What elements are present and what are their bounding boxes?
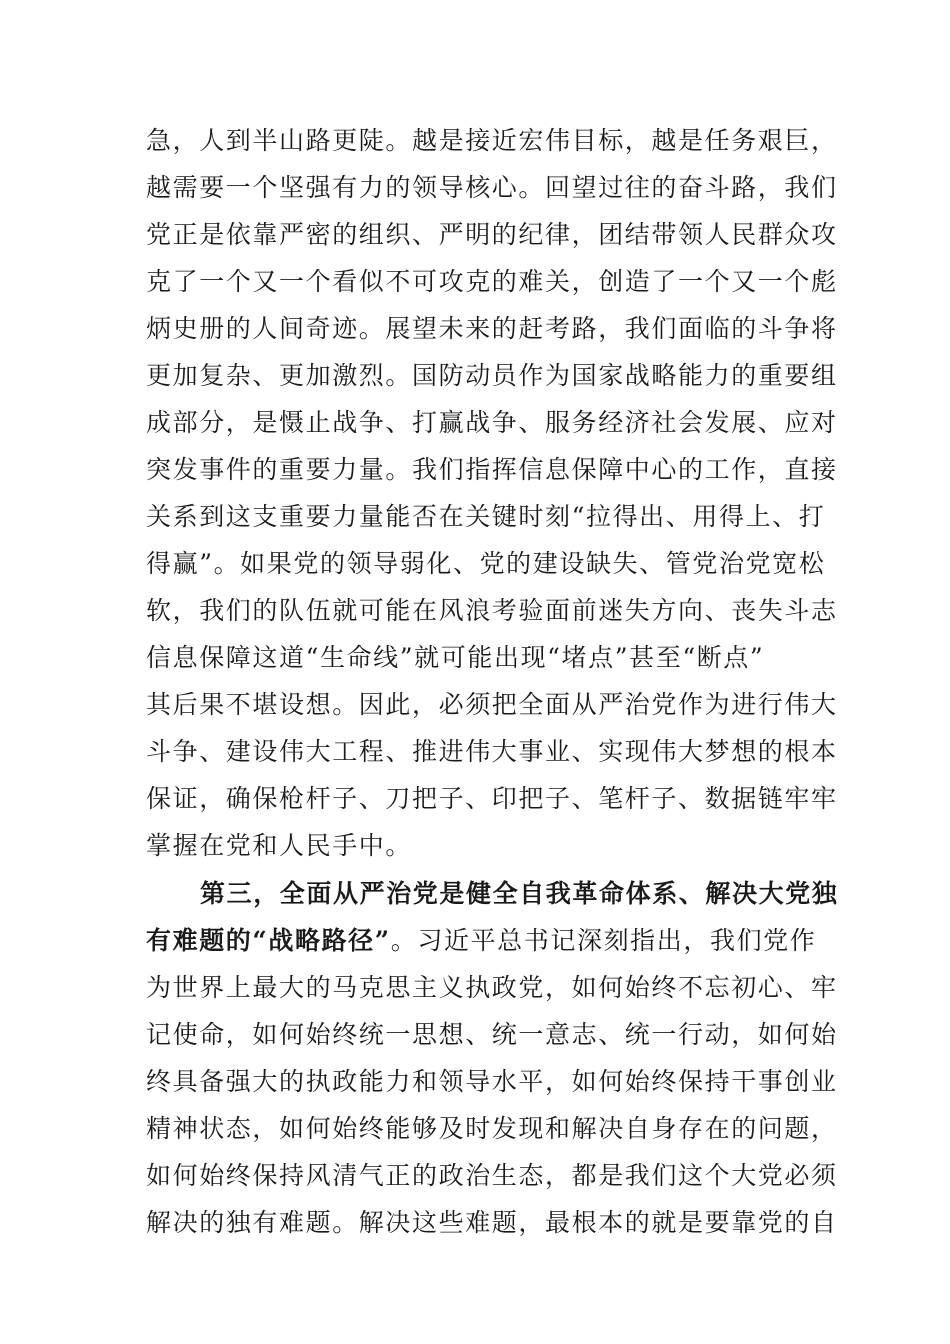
- text-line: 关系到这支重要力量能否在关键时刻“拉得出、用得上、打: [146, 502, 826, 531]
- text-line: 越需要一个坚强有力的领导核心。回望过往的奋斗路，我们: [146, 173, 838, 202]
- text-line: 终具备强大的执政能力和领导水平，如何始终保持干事创业: [146, 1067, 838, 1096]
- text-line: 炳史册的人间奇迹。展望未来的赶考路，我们面临的斗争将: [146, 314, 838, 343]
- text-line: 如何始终保持风清气正的政治生态，都是我们这个大党必须: [146, 1161, 838, 1190]
- text-line: [146, 924, 816, 958]
- text-span: 。习近平总书记深刻指出，我们党作: [390, 926, 817, 955]
- text-line: 突发事件的重要力量。我们指挥信息保障中心的工作，直接: [146, 455, 838, 484]
- text-line: 信息保障这道“生命线”就可能出现“堵点”甚至“断点”: [146, 643, 765, 672]
- text-line: 软，我们的队伍就可能在风浪考验面前迷失方向、丧失斗志: [146, 596, 838, 625]
- section-lead-text: 有难题的“战略路径”: [146, 926, 391, 955]
- text-line: 掌握在党和人民手中。: [146, 831, 413, 860]
- text-line: 急，人到半山路更陡。越是接近宏伟目标，越是任务艰巨，: [146, 126, 838, 155]
- text-line: 得赢”。如果党的领导弱化、党的建设缺失、管党治党宽松: [146, 549, 826, 578]
- text-line: 更加复杂、更加激烈。国防动员作为国家战略能力的重要组: [146, 361, 838, 390]
- text-line: 斗争、建设伟大工程、推进伟大事业、实现伟大梦想的根本: [146, 737, 838, 766]
- text-line: 成部分，是慑止战争、打赢战争、服务经济社会发展、应对: [146, 408, 838, 437]
- text-line: 克了一个又一个看似不可攻克的难关，创造了一个又一个彪: [146, 267, 838, 296]
- text-line: 党正是依靠严密的组织、严明的纪律，团结带领人民群众攻: [146, 220, 838, 249]
- text-line: 其后果不堪设想。因此，必须把全面从严治党作为进行伟大: [146, 690, 838, 719]
- text-line: 解决的独有难题。解决这些难题，最根本的就是要靠党的自: [146, 1208, 838, 1237]
- text-line: 保证，确保枪杆子、刀把子、印把子、笔杆子、数据链牢牢: [146, 784, 838, 813]
- text-line: 精神状态，如何始终能够及时发现和解决自身存在的问题，: [146, 1114, 838, 1143]
- section-lead-line: 第三，全面从严治党是健全自我革命体系、解决大党独: [200, 879, 839, 908]
- text-line: 为世界上最大的马克思主义执政党，如何始终不忘初心、牢: [146, 973, 838, 1002]
- text-line: 记使命，如何始终统一思想、统一意志、统一行动，如何始: [146, 1020, 838, 1049]
